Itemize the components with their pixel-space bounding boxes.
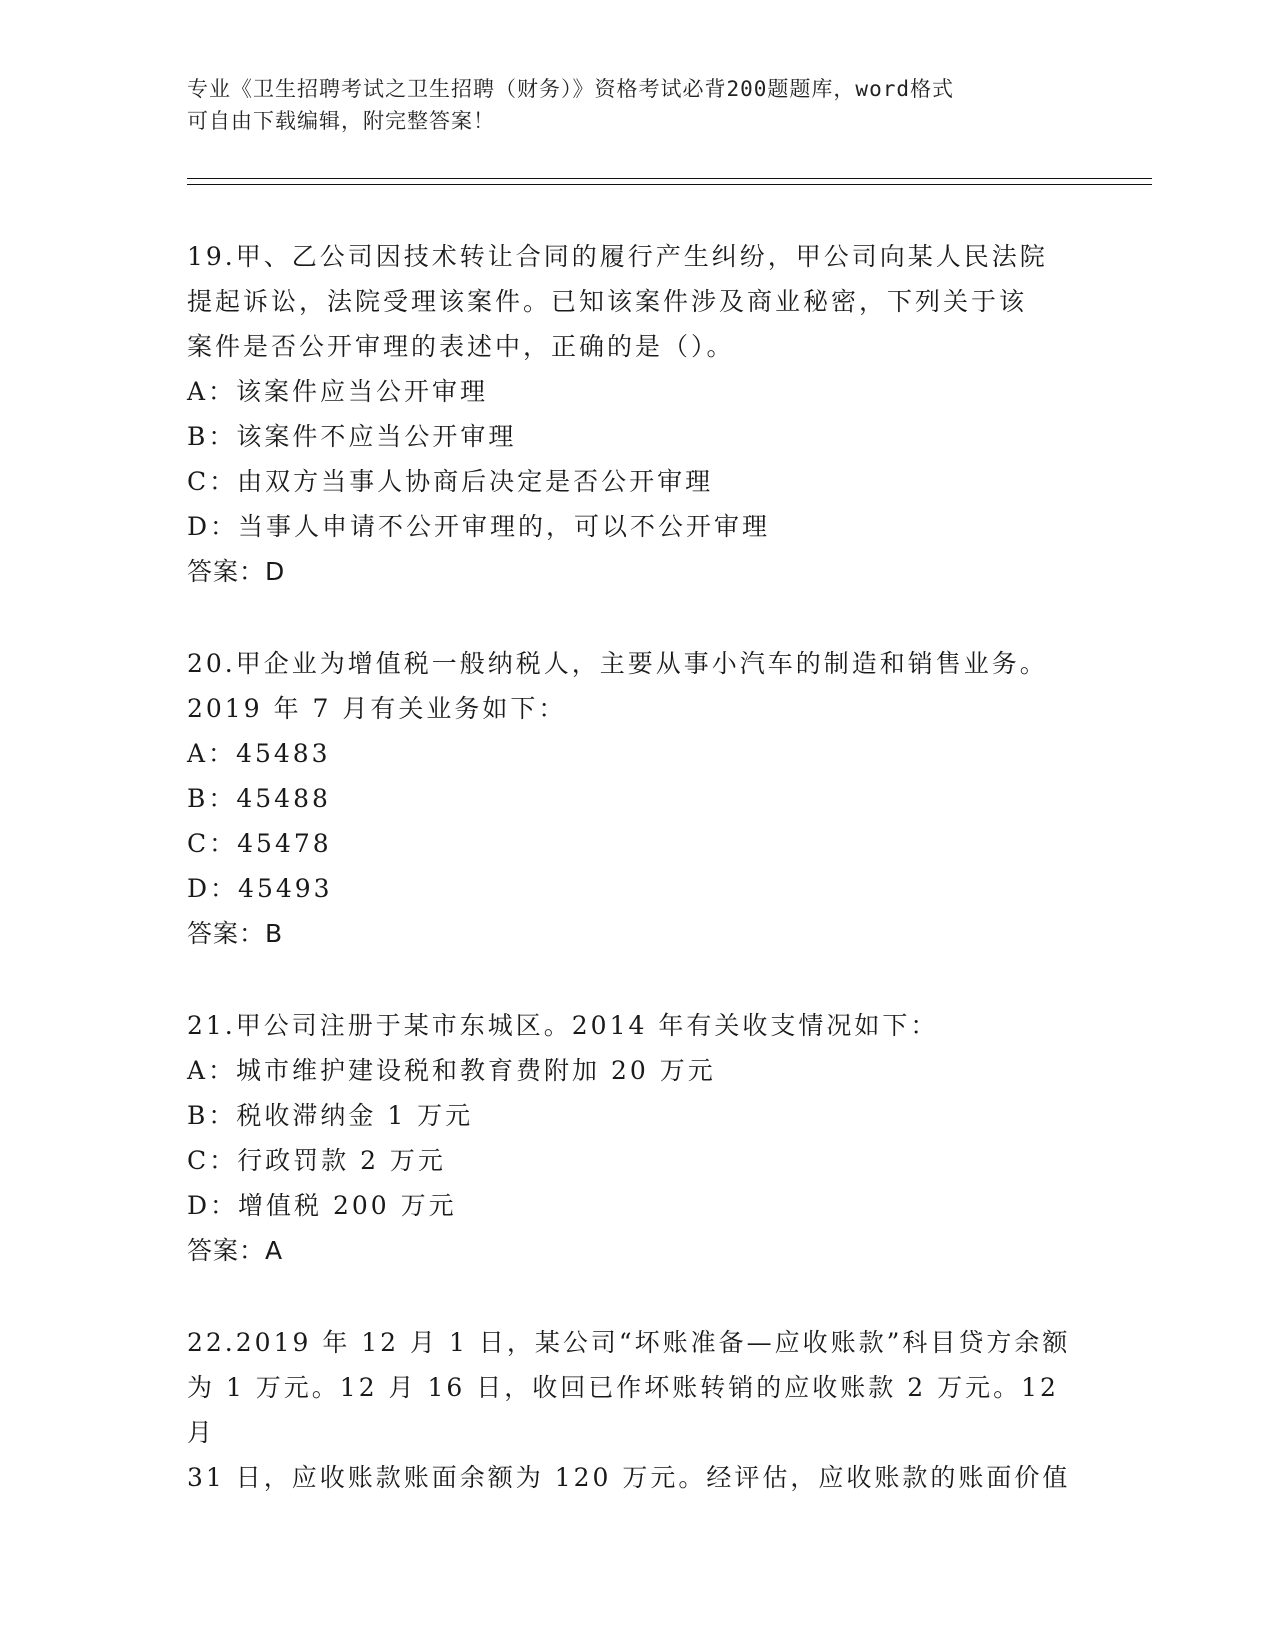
option-d: D：增值税 200 万元	[187, 1191, 457, 1220]
question-line: 31 日，应收账款账面余额为 120 万元。经评估，应收账款的账面价值	[187, 1463, 1071, 1492]
question-text	[187, 641, 1087, 731]
question-19	[187, 234, 1087, 594]
option-b: B：45488	[187, 784, 331, 813]
question-line: 22.2019 年 12 月 1 日，某公司“坏账准备—应收账款”科目贷方余额	[187, 1328, 1071, 1357]
question-list	[187, 234, 1087, 1547]
answer-label: 答案：B	[187, 919, 284, 948]
option-c: C：由双方当事人协商后决定是否公开审理	[187, 467, 714, 496]
answer-label: 答案：A	[187, 1236, 284, 1265]
question-line: 20.甲企业为增值税一般纳税人，主要从事小汽车的制造和销售业务。	[187, 649, 1048, 678]
option-c: C：45478	[187, 829, 332, 858]
question-line: 19.甲、乙公司因技术转让合同的履行产生纠纷，甲公司向某人民法院	[187, 242, 1048, 271]
option-d: D：当事人申请不公开审理的，可以不公开审理	[187, 512, 771, 541]
question-text	[187, 1003, 1087, 1048]
question-line: 提起诉讼，法院受理该案件。已知该案件涉及商业秘密，下列关于该	[187, 287, 1028, 316]
option-c: C：行政罚款 2 万元	[187, 1146, 446, 1175]
answer-label: 答案：D	[187, 557, 286, 586]
question-line: 为 1 万元。12 月 16 日，收回已作坏账转销的应收账款 2 万元。12 月	[187, 1373, 1059, 1447]
option-a: A：城市维护建设税和教育费附加 20 万元	[187, 1056, 716, 1085]
question-text	[187, 1320, 1087, 1500]
question-20	[187, 641, 1087, 956]
header-divider-top	[187, 178, 1152, 179]
question-text	[187, 234, 1087, 369]
option-d: D：45493	[187, 874, 333, 903]
question-line: 2019 年 7 月有关业务如下：	[187, 694, 567, 723]
option-b: B：该案件不应当公开审理	[187, 422, 517, 451]
option-a: A：45483	[187, 739, 331, 768]
document-header	[187, 73, 1067, 137]
question-21	[187, 1003, 1087, 1273]
option-a: A：该案件应当公开审理	[187, 377, 489, 406]
header-divider-bottom	[187, 184, 1152, 185]
header-line-1: 专业《卫生招聘考试之卫生招聘（财务）》资格考试必背200题题库，word格式	[187, 77, 954, 101]
question-line: 案件是否公开审理的表述中，正确的是（）。	[187, 332, 735, 361]
option-b: B：税收滞纳金 1 万元	[187, 1101, 474, 1130]
question-22	[187, 1320, 1087, 1500]
header-line-2: 可自由下载编辑，附完整答案！	[187, 109, 495, 133]
question-line: 21.甲公司注册于某市东城区。2014 年有关收支情况如下：	[187, 1011, 939, 1040]
